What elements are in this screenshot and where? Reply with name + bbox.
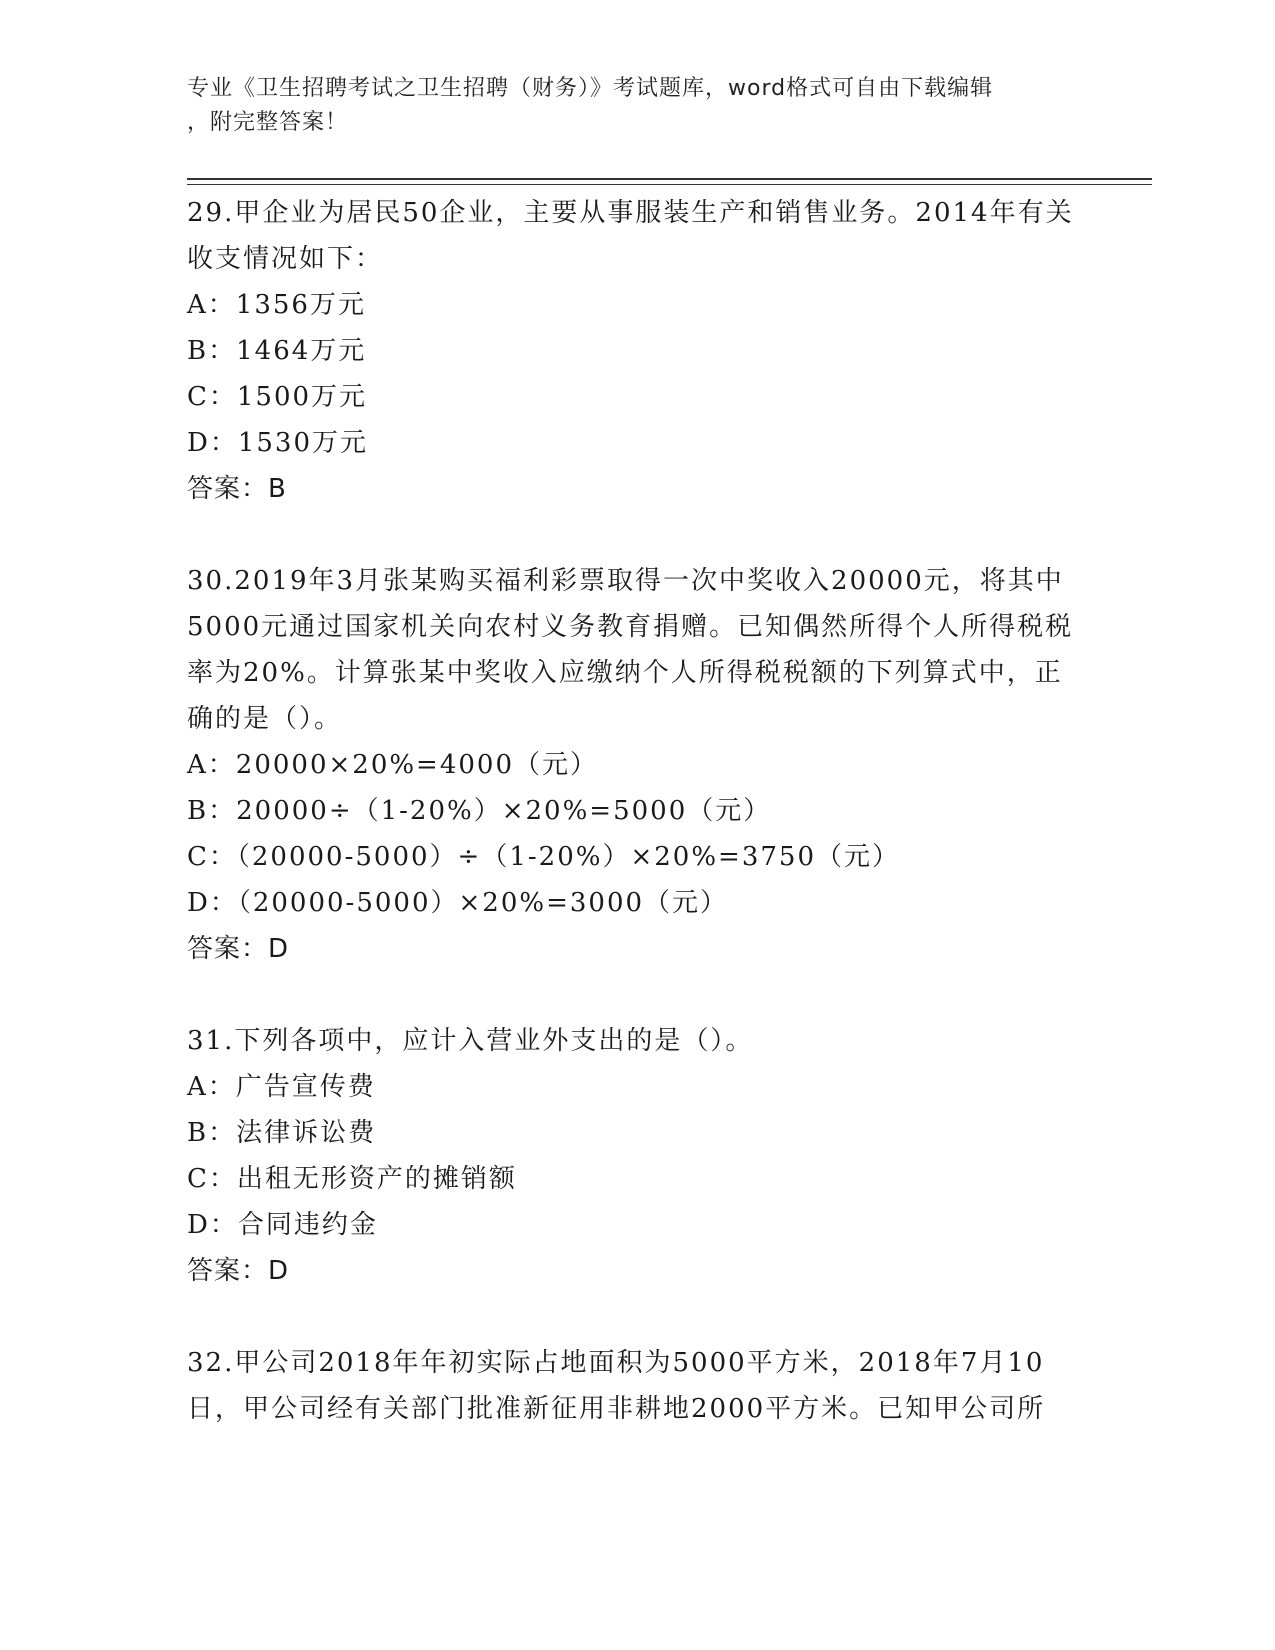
header-divider-thin — [187, 184, 1152, 185]
question-stem: 31.下列各项中，应计入营业外支出的是（）。 — [187, 1026, 754, 1056]
option-d: D：1530万元 — [187, 428, 369, 458]
option-c: C：出租无形资产的摊销额 — [187, 1164, 517, 1194]
answer-label: 答案：D — [187, 934, 290, 964]
option-d: D：（20000-5000）×20%=3000（元） — [187, 888, 729, 918]
answer-label: 答案：D — [187, 1256, 290, 1286]
question-list — [187, 190, 1087, 1432]
option-b: B：20000÷（1-20%）×20%=5000（元） — [187, 796, 772, 826]
header-line-1: 专业《卫生招聘考试之卫生招聘（财务）》考试题库，word格式可自由下载编辑 — [187, 76, 994, 101]
question-stem: 29.甲企业为居民50企业，主要从事服装生产和销售业务。2014年有关收支情况如下： — [187, 198, 1074, 274]
header-line-2: ，附完整答案！ — [187, 110, 349, 135]
option-a: A：1356万元 — [187, 290, 366, 320]
option-a: A：广告宣传费 — [187, 1072, 376, 1102]
question-30 — [187, 558, 1087, 972]
option-a: A：20000×20%=4000（元） — [187, 750, 599, 780]
question-31 — [187, 1018, 1087, 1294]
question-stem: 30.2019年3月张某购买福利彩票取得一次中奖收入20000元，将其中5000元通过国家机关向农村义务教育捐赠。已知偶然所得个人所得税税率为20%。计算张某中奖收入应缴纳个人所得税税额的下列算式中，正确的是（）。 — [187, 566, 1074, 734]
answer-label: 答案：B — [187, 474, 287, 504]
option-b: B：法律诉讼费 — [187, 1118, 377, 1148]
header-divider-thick — [187, 178, 1152, 180]
question-32 — [187, 1340, 1087, 1432]
option-d: D：合同违约金 — [187, 1210, 378, 1240]
question-stem: 32.甲公司2018年年初实际占地面积为5000平方米，2018年7月10日，甲公司经有关部门批准新征用非耕地2000平方米。已知甲公司所 — [187, 1348, 1046, 1424]
question-29 — [187, 190, 1087, 512]
option-c: C：（20000-5000）÷（1-20%）×20%=3750（元） — [187, 842, 900, 872]
document-header — [187, 72, 1087, 140]
option-c: C：1500万元 — [187, 382, 368, 412]
option-b: B：1464万元 — [187, 336, 367, 366]
